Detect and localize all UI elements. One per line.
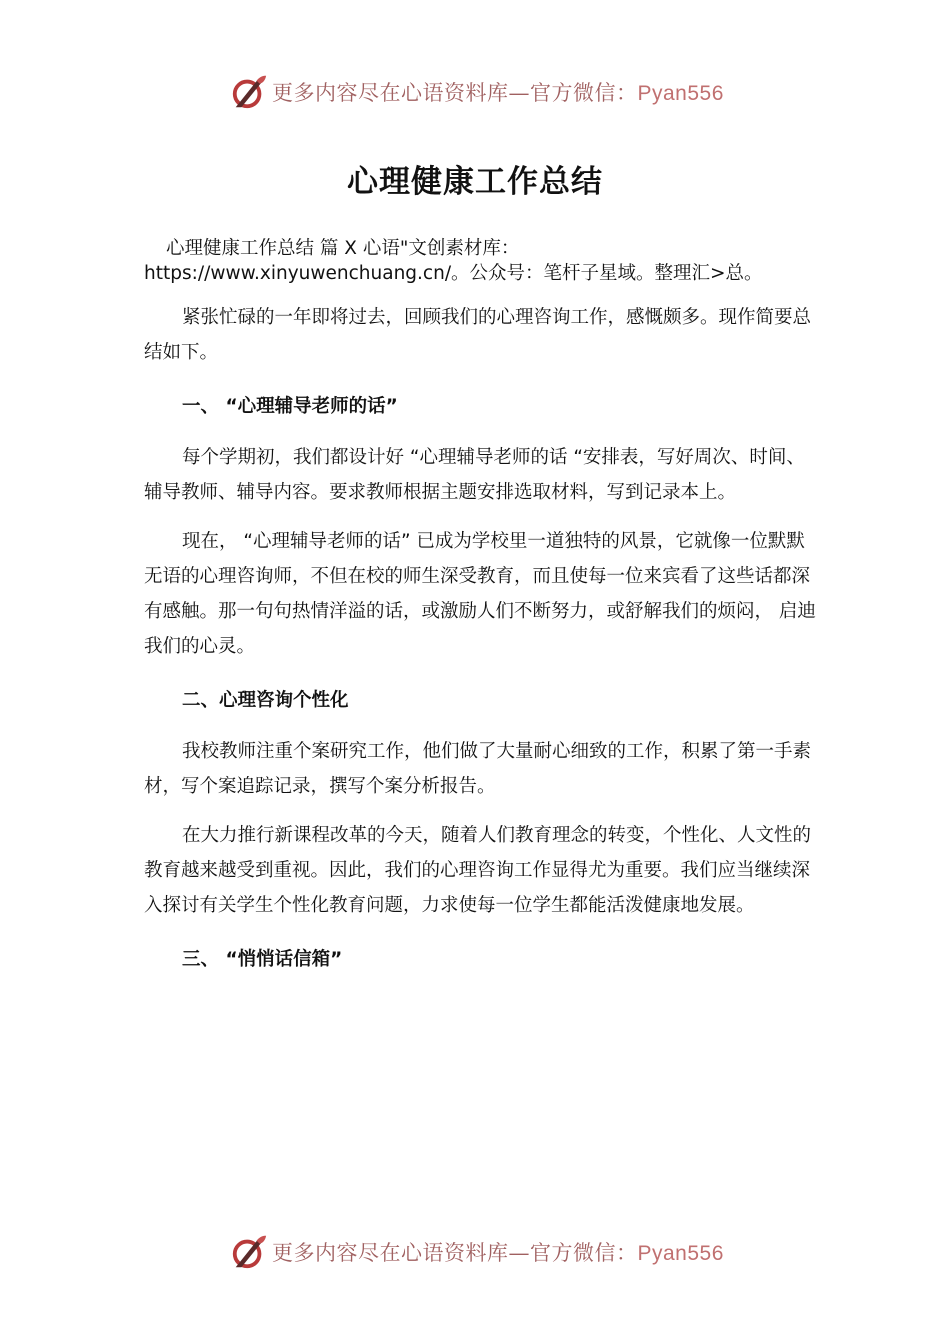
paragraph-4: 我校教师注重个案研究工作，他们做了大量耐心细致的工作，积累了第一手素材，写个案追踪记录，撰写个案分析报告。 (144, 741, 812, 797)
page-title: 心理健康工作总结 (347, 164, 603, 200)
section-heading-2: 二、心理咨询个性化 (182, 690, 349, 711)
quill-pen-circle-icon (230, 1233, 268, 1271)
wechat-id: Pyan556 (637, 82, 724, 105)
paragraph-3: 现在， “心理辅导老师的话” 已成为学校里一道独特的风景，它就像一位默默无语的心理咨询师，不但在校的师生深受教育，而且使每一位来宾看了这些话都深有感触。那一句句热情洋溢的话，或激励人们不断努力，或舒解我们的烦闷， 启迪我们的心灵。 (144, 531, 816, 657)
intro-line: 心理健康工作总结 篇 X 心语"文创素材库：https://www.xinyuwenchuang.cn/。公众号：笔杆子星域。整理汇>总。 (144, 238, 763, 284)
paragraph-5: 在大力推行新课程改革的今天，随着人们教育理念的转变，个性化、人文性的教育越来越受到重视。因此，我们的心理咨询工作显得尤为重要。我们应当继续深入探讨有关学生个性化教育问题，力求使每一位学生都能活泼健康地发展。 (144, 825, 812, 916)
paragraph-2: 每个学期初，我们都设计好 “心理辅导老师的话 “安排表，写好周次、时间、辅导教师、辅导内容。要求教师根据主题安排选取材料，写到记录本上。 (144, 447, 805, 503)
paragraph-1: 紧张忙碌的一年即将过去，回顾我们的心理咨询工作，感慨颇多。现作简要总结如下。 (144, 307, 812, 363)
banner-text: 更多内容尽在心语资料库—官方微信：Pyan556 (272, 1241, 724, 1265)
banner-text: 更多内容尽在心语资料库—官方微信：Pyan556 (272, 81, 724, 105)
footer-banner (230, 1232, 750, 1272)
document-body (144, 236, 820, 993)
section-heading-1: 一、 “心理辅导老师的话” (182, 396, 398, 417)
wechat-id: Pyan556 (637, 1242, 724, 1265)
quill-pen-circle-icon (230, 73, 268, 111)
header-banner (230, 72, 750, 112)
section-heading-3: 三、 “悄悄话信箱” (182, 949, 343, 970)
